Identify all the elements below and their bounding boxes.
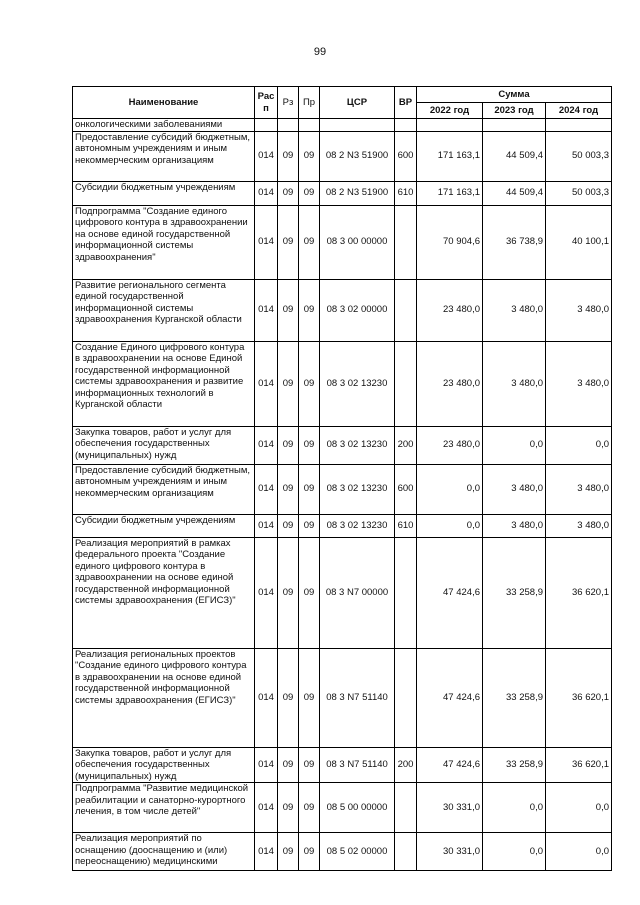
row-vr-cell (395, 648, 417, 747)
row-2023-cell: 44 509,4 (483, 181, 546, 205)
row-2022-cell: 23 480,0 (417, 279, 483, 341)
row-2022-cell: 30 331,0 (417, 833, 483, 871)
row-2022-cell: 23 480,0 (417, 426, 483, 464)
row-2023-cell: 0,0 (483, 426, 546, 464)
row-rz-cell (278, 119, 299, 132)
row-rasp-cell: 014 (255, 426, 278, 464)
row-rz-cell: 09 (278, 648, 299, 747)
row-2022-cell: 47 424,6 (417, 537, 483, 648)
row-2024-cell: 36 620,1 (546, 537, 612, 648)
row-2023-cell: 0,0 (483, 783, 546, 833)
row-csr-cell: 08 3 02 13230 (320, 464, 395, 514)
row-csr-cell (320, 119, 395, 132)
row-vr-cell (395, 783, 417, 833)
table-row (73, 341, 612, 426)
table-row (73, 279, 612, 341)
row-csr-cell: 08 3 N7 00000 (320, 537, 395, 648)
page-number: 99 (313, 46, 327, 58)
row-vr-cell: 200 (395, 426, 417, 464)
row-csr-cell: 08 3 02 13230 (320, 514, 395, 537)
row-rasp-cell: 014 (255, 833, 278, 871)
header-vr: ВР (395, 87, 417, 119)
row-2024-cell: 0,0 (546, 783, 612, 833)
row-name-cell: Субсидии бюджетным учреждениям (73, 181, 255, 205)
row-pr-cell: 09 (299, 833, 320, 871)
row-pr-cell: 09 (299, 537, 320, 648)
row-csr-cell: 08 3 N7 51140 (320, 747, 395, 783)
table-row (73, 119, 612, 132)
row-2023-cell: 36 738,9 (483, 205, 546, 279)
row-2024-cell: 3 480,0 (546, 341, 612, 426)
row-2024-cell: 0,0 (546, 833, 612, 871)
row-2024-cell: 36 620,1 (546, 747, 612, 783)
row-pr-cell: 09 (299, 783, 320, 833)
row-rz-cell: 09 (278, 783, 299, 833)
row-name-cell: Подпрограмма "Создание единого цифрового контура в здравоохранении на основе единой государственной информационной системы здравоохранения" (73, 205, 255, 279)
row-name-cell: Развитие регионального сегмента единой государственной информационной системы здравоохранения Курганской области (73, 279, 255, 341)
row-rasp-cell: 014 (255, 537, 278, 648)
row-2022-cell: 30 331,0 (417, 783, 483, 833)
header-name: Наименование (73, 87, 255, 119)
row-2022-cell (417, 119, 483, 132)
table-row (73, 426, 612, 464)
row-pr-cell: 09 (299, 205, 320, 279)
row-pr-cell: 09 (299, 131, 320, 181)
row-rz-cell: 09 (278, 514, 299, 537)
row-rasp-cell (255, 119, 278, 132)
row-rasp-cell: 014 (255, 279, 278, 341)
row-name-cell: Закупка товаров, работ и услуг для обеспечения государственных (муниципальных) нужд (73, 426, 255, 464)
row-rz-cell: 09 (278, 747, 299, 783)
row-rasp-cell: 014 (255, 648, 278, 747)
row-2023-cell: 33 258,9 (483, 537, 546, 648)
row-2022-cell: 47 424,6 (417, 747, 483, 783)
row-pr-cell: 09 (299, 747, 320, 783)
table-row (73, 205, 612, 279)
row-2024-cell (546, 119, 612, 132)
row-vr-cell (395, 279, 417, 341)
row-name-cell: Подпрограмма "Развитие медицинской реабилитации и санаторно-курортного лечения, в том числе детей" (73, 783, 255, 833)
row-2023-cell: 0,0 (483, 833, 546, 871)
table-row (73, 648, 612, 747)
row-2024-cell: 40 100,1 (546, 205, 612, 279)
header-sum: Сумма (417, 87, 612, 103)
row-vr-cell (395, 537, 417, 648)
row-2023-cell: 3 480,0 (483, 464, 546, 514)
row-csr-cell: 08 3 N7 51140 (320, 648, 395, 747)
table-body (73, 119, 612, 871)
row-2024-cell: 36 620,1 (546, 648, 612, 747)
row-2023-cell: 3 480,0 (483, 279, 546, 341)
row-vr-cell (395, 341, 417, 426)
row-2024-cell: 3 480,0 (546, 464, 612, 514)
row-csr-cell: 08 3 00 00000 (320, 205, 395, 279)
row-vr-cell: 600 (395, 131, 417, 181)
row-name-cell: Предоставление субсидий бюджетным, автономным учреждениям и иным некоммерческим организациям (73, 464, 255, 514)
header-2023: 2023 год (483, 103, 546, 119)
row-vr-cell: 600 (395, 464, 417, 514)
row-rasp-cell: 014 (255, 464, 278, 514)
row-2022-cell: 23 480,0 (417, 341, 483, 426)
row-name-cell: Реализация мероприятий в рамках федерального проекта "Создание единого цифрового контура в здравоохранении на основе единой государственной информационной системы здравоохранения (ЕГИСЗ)" (73, 537, 255, 648)
row-2022-cell: 0,0 (417, 514, 483, 537)
row-rz-cell: 09 (278, 537, 299, 648)
row-csr-cell: 08 5 02 00000 (320, 833, 395, 871)
row-2024-cell: 0,0 (546, 426, 612, 464)
row-vr-cell (395, 119, 417, 132)
row-rasp-cell: 014 (255, 747, 278, 783)
row-2023-cell: 33 258,9 (483, 648, 546, 747)
table-row (73, 783, 612, 833)
row-2024-cell: 50 003,3 (546, 131, 612, 181)
row-2023-cell: 3 480,0 (483, 341, 546, 426)
row-pr-cell: 09 (299, 514, 320, 537)
row-vr-cell: 610 (395, 514, 417, 537)
row-name-cell: Предоставление субсидий бюджетным, автономным учреждениям и иным некоммерческим организациям (73, 131, 255, 181)
header-2024: 2024 год (546, 103, 612, 119)
row-2022-cell: 47 424,6 (417, 648, 483, 747)
table-row (73, 131, 612, 181)
row-2022-cell: 70 904,6 (417, 205, 483, 279)
row-csr-cell: 08 3 02 13230 (320, 426, 395, 464)
row-pr-cell (299, 119, 320, 132)
header-2022: 2022 год (417, 103, 483, 119)
row-2022-cell: 0,0 (417, 464, 483, 514)
row-rz-cell: 09 (278, 426, 299, 464)
row-rz-cell: 09 (278, 279, 299, 341)
row-csr-cell: 08 5 00 00000 (320, 783, 395, 833)
row-csr-cell: 08 2 N3 51900 (320, 131, 395, 181)
row-name-cell: Реализация региональных проектов "Создание единого цифрового контура в здравоохранении на основе единой государственной информационной системы здравоохранения (ЕГИСЗ)" (73, 648, 255, 747)
row-pr-cell: 09 (299, 341, 320, 426)
row-2022-cell: 171 163,1 (417, 131, 483, 181)
row-name-cell: Субсидии бюджетным учреждениям (73, 514, 255, 537)
row-rasp-cell: 014 (255, 341, 278, 426)
row-vr-cell (395, 833, 417, 871)
row-2024-cell: 3 480,0 (546, 279, 612, 341)
row-rz-cell: 09 (278, 181, 299, 205)
row-vr-cell (395, 205, 417, 279)
row-name-cell: Реализация мероприятий по оснащению (дооснащению и (или) переоснащению) медицинскими (73, 833, 255, 871)
row-2023-cell: 33 258,9 (483, 747, 546, 783)
header-rasp: Рас п (255, 87, 278, 119)
table-row (73, 833, 612, 871)
row-2022-cell: 171 163,1 (417, 181, 483, 205)
header-pr: Пр (299, 87, 320, 119)
row-rasp-cell: 014 (255, 514, 278, 537)
row-name-cell: Закупка товаров, работ и услуг для обеспечения государственных (муниципальных) нужд (73, 747, 255, 783)
row-vr-cell: 610 (395, 181, 417, 205)
table-row (73, 537, 612, 648)
table-row (73, 464, 612, 514)
row-2024-cell: 3 480,0 (546, 514, 612, 537)
table-row (73, 747, 612, 783)
row-2023-cell (483, 119, 546, 132)
table-row (73, 514, 612, 537)
row-rz-cell: 09 (278, 464, 299, 514)
row-pr-cell: 09 (299, 464, 320, 514)
row-2023-cell: 3 480,0 (483, 514, 546, 537)
row-csr-cell: 08 3 02 13230 (320, 341, 395, 426)
row-pr-cell: 09 (299, 181, 320, 205)
row-rasp-cell: 014 (255, 783, 278, 833)
row-rz-cell: 09 (278, 833, 299, 871)
row-pr-cell: 09 (299, 648, 320, 747)
row-rz-cell: 09 (278, 131, 299, 181)
row-vr-cell: 200 (395, 747, 417, 783)
row-rz-cell: 09 (278, 341, 299, 426)
row-name-cell: Создание Единого цифрового контура в здравоохранении на основе Единой государственной информационной системы здравоохранения и развитие информационных технологий в Курганской области (73, 341, 255, 426)
header-rz: Рз (278, 87, 299, 119)
row-pr-cell: 09 (299, 279, 320, 341)
header-csr: ЦСР (320, 87, 395, 119)
row-2023-cell: 44 509,4 (483, 131, 546, 181)
row-rasp-cell: 014 (255, 131, 278, 181)
table-row (73, 181, 612, 205)
row-name-cell: онкологическими заболеваниями (73, 119, 255, 132)
row-csr-cell: 08 2 N3 51900 (320, 181, 395, 205)
row-rasp-cell: 014 (255, 205, 278, 279)
row-csr-cell: 08 3 02 00000 (320, 279, 395, 341)
row-rz-cell: 09 (278, 205, 299, 279)
row-2024-cell: 50 003,3 (546, 181, 612, 205)
row-pr-cell: 09 (299, 426, 320, 464)
row-rasp-cell: 014 (255, 181, 278, 205)
budget-table (72, 86, 612, 871)
